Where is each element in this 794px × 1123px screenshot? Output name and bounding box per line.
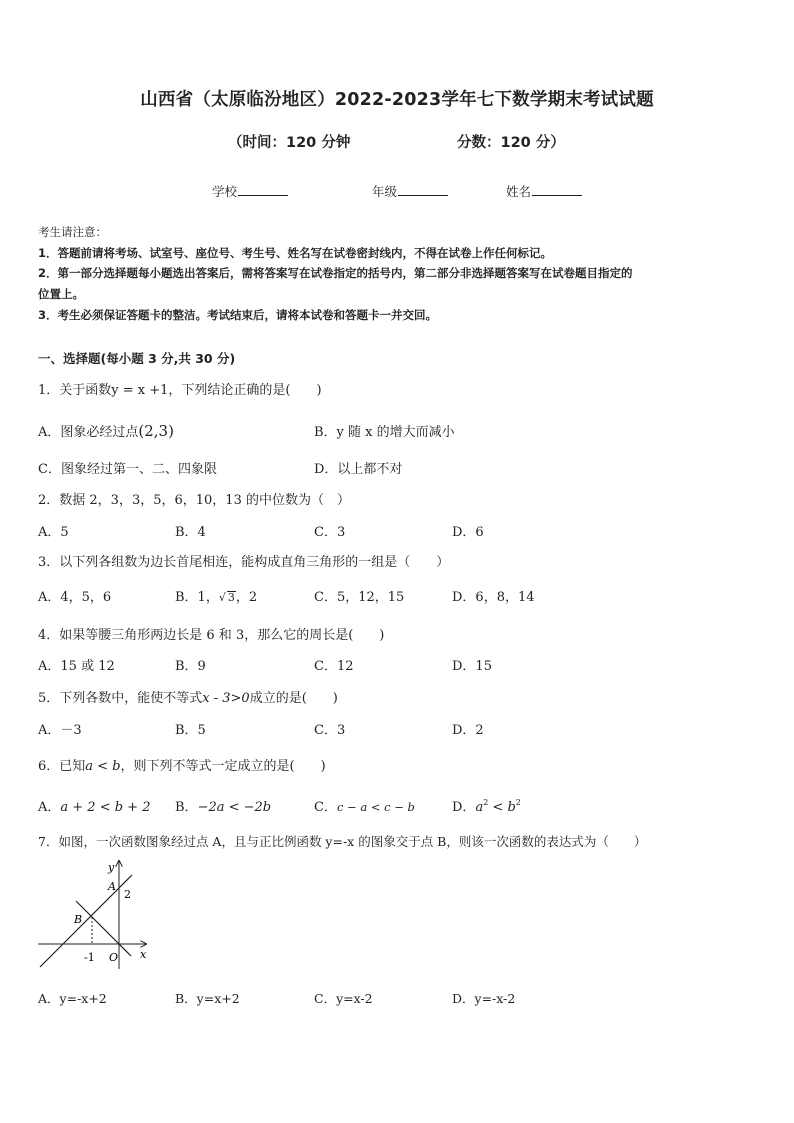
- q2-option-d[interactable]: D．6: [452, 525, 484, 540]
- question-5-stem: 5．下列各数中，能使不等式x - 3>0成立的是( ): [38, 691, 338, 706]
- point-a-label: A: [108, 880, 116, 893]
- grade-label: 年级: [372, 184, 398, 199]
- q4-option-b[interactable]: B．9: [175, 659, 206, 674]
- exam-score: 分数：120 分）: [457, 135, 565, 151]
- q5-inequality: x - 3>0: [202, 691, 250, 706]
- name-blank[interactable]: [532, 183, 582, 196]
- q2-option-c[interactable]: C．3: [314, 525, 346, 540]
- question-1-stem: 1．关于函数y = x +1，下列结论正确的是( ): [38, 383, 322, 398]
- school-blank[interactable]: [238, 183, 288, 196]
- question-7-stem: 7．如图，一次函数图象经过点 A，且与正比例函数 y=-x 的图象交于点 B，则该一次函数的表达式为（ ）: [38, 834, 647, 849]
- q3-option-c[interactable]: C．5，12，15: [314, 590, 405, 605]
- q3-option-b[interactable]: B．1，√ 3，2: [175, 590, 258, 605]
- x-axis-label: x: [140, 948, 147, 961]
- q1-option-d[interactable]: D．以上都不对: [314, 462, 403, 477]
- origin-label: O: [109, 951, 119, 964]
- q1-option-c[interactable]: C．图象经过第一、二、四象限: [38, 462, 217, 477]
- q5-option-d[interactable]: D．2: [452, 723, 484, 738]
- q6-option-d[interactable]: D．$a^2 < b^2$: [452, 798, 521, 815]
- q3-option-d[interactable]: D．6，8，14: [452, 590, 535, 605]
- q4-option-c[interactable]: C．12: [314, 659, 354, 674]
- q3-option-a[interactable]: A．4，5，6: [38, 590, 112, 605]
- q1-option-b[interactable]: B．y 随 x 的增大而减小: [314, 425, 455, 440]
- q5-option-c[interactable]: C．3: [314, 723, 346, 738]
- q6-option-b[interactable]: B．−2a < −2b: [175, 800, 272, 815]
- notice-item-2-cont: 位置上。: [38, 287, 84, 301]
- q5-option-b[interactable]: B．5: [175, 723, 206, 738]
- name-field[interactable]: [506, 182, 582, 200]
- line-proportional: [76, 901, 131, 956]
- q3-sqrt: 3: [227, 591, 235, 604]
- exam-time: （时间：120 分钟: [228, 135, 351, 151]
- q2-option-a[interactable]: A．5: [38, 525, 69, 540]
- q7-option-d[interactable]: D．y=-x-2: [452, 991, 516, 1006]
- q1-function: y = x +1: [111, 383, 169, 398]
- question-6-stem: 6．已知a < b，则下列不等式一定成立的是( ): [38, 759, 326, 774]
- tick-neg1-label: -1: [84, 951, 95, 964]
- q6-condition: a < b: [85, 759, 121, 774]
- page-title: 山西省（太原临汾地区）2022-2023学年七下数学期末考试试题: [140, 90, 654, 110]
- q6-option-a[interactable]: A．a + 2 < b + 2: [38, 800, 151, 815]
- point-b-label: B: [74, 913, 83, 926]
- q7-option-a[interactable]: A．y=-x+2: [38, 991, 107, 1006]
- school-label: 学校: [212, 184, 238, 199]
- q2-option-b[interactable]: B．4: [175, 525, 206, 540]
- section-heading: 一、选择题(每小题 3 分,共 30 分): [38, 351, 236, 366]
- question-4-stem: 4．如果等腰三角形两边长是 6 和 3，那么它的周长是( ): [38, 628, 385, 643]
- notice-item-1: 1．答题前请将考场、试室号、座位号、考生号、姓名写在试卷密封线内，不得在试卷上作任何标记。: [38, 246, 552, 260]
- grade-blank[interactable]: [398, 183, 448, 196]
- q6-option-c[interactable]: C．c − a < c − b: [314, 800, 415, 815]
- q1-option-a[interactable]: A．图象必经过点(2,3): [38, 422, 174, 440]
- q7-figure: [36, 857, 154, 973]
- notice-item-3: 3．考生必须保证答题卡的整洁。考试结束后，请将本试卷和答题卡一并交回。: [38, 308, 437, 322]
- name-label: 姓名: [506, 184, 532, 199]
- question-3-stem: 3．以下列各组数为边长首尾相连，能构成直角三角形的一组是（ ）: [38, 555, 450, 570]
- q5-option-a[interactable]: A．－3: [38, 723, 82, 738]
- y-axis-label: y: [108, 861, 115, 874]
- school-field[interactable]: [212, 182, 288, 200]
- grade-field[interactable]: [372, 182, 448, 200]
- q4-option-d[interactable]: D．15: [452, 659, 492, 674]
- q7-option-b[interactable]: B．y=x+2: [175, 991, 240, 1006]
- notice-item-2: 2．第一部分选择题每小题选出答案后，需将答案写在试卷指定的括号内，第二部分非选择题答案写在试卷题目指定的: [38, 266, 633, 280]
- question-2-stem: 2．数据 2，3，3，5，6，10，13 的中位数为（ ）: [38, 493, 350, 508]
- tick-2-label: 2: [124, 888, 131, 901]
- q4-option-a[interactable]: A．15 或 12: [38, 659, 115, 674]
- notice-heading: 考生请注意：: [38, 225, 107, 239]
- q7-option-c[interactable]: C．y=x-2: [314, 991, 373, 1006]
